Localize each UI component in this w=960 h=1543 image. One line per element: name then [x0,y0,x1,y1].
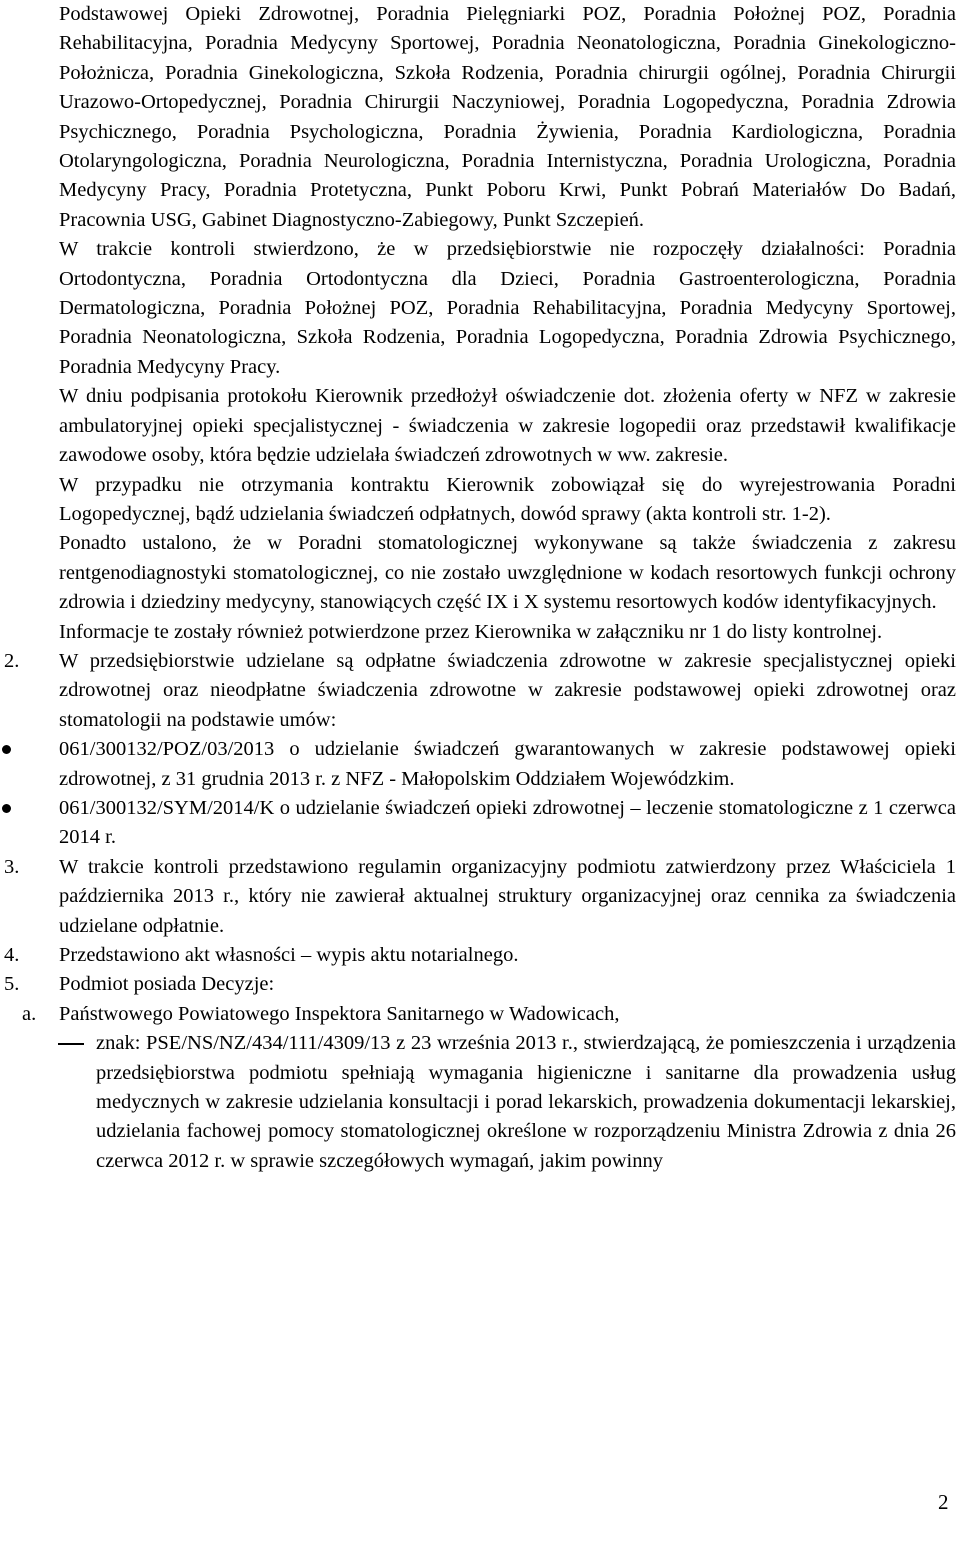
bullet-item-text: 061/300132/SYM/2014/K o udzielanie świadczeń opieki zdrowotnej – leczenie stomatologiczne z 1 czerwca 2014 r. [59,796,956,849]
paragraph-deregistration: W przypadku nie otrzymania kontraktu Kierownik zobowiązał się do wyrejestrowania Poradni Logopedycznej, bądź udzielania świadczeń odpłatnych, dowód sprawy (akta kontroli str. 1-2). [59,473,956,525]
dash-item-sanitary-decision [59,1029,956,1176]
bullet-item-dental-contract [59,794,956,853]
list-number: 2. [4,649,20,672]
list-number: 4. [4,944,20,966]
dash-icon [58,1043,84,1045]
bullet-icon [2,745,11,754]
bullet-item-poz-contract [59,735,956,794]
paragraph-radiology: Ponadto ustalono, że w Poradni stomatologicznej wykonywane są także świadczenia z zakresu rentgenodiagnostyki stomatologicznej, co nie zostało uwzględnione w kodach resortowych funkcji ochrony zdrowia i dziedziny medycyny, stanowiących część IX i X systemu resortowych kodów identyfikacyjnych. [59,532,956,614]
list-item-text: W przedsiębiorstwie udzielane są odpłatne świadczenia zdrowotne w zakresie specjalistycznej opieki zdrowotnej oraz nieodpłatne świadczenia zdrowotne w zakresie podstawowej opieki zdrowotnej oraz stomatologii na podstawie umów: [59,649,956,731]
list-item-3 [4,853,956,941]
list-item-text: Państwowego Powiatowego Inspektora Sanitarnego w Wadowicach, [59,1002,620,1025]
list-item-5 [4,970,956,999]
list-letter: a. [22,1002,37,1025]
list-item-a [22,1000,956,1029]
paragraph-confirmation: Informacje te zostały również potwierdzone przez Kierownika w załączniku nr 1 do listy kontrolnej. [59,620,883,643]
list-item-2 [4,647,956,735]
list-item-text: Przedstawiono akt własności – wypis aktu notarialnego. [59,944,519,966]
list-item-text: W trakcie kontroli przedstawiono regulamin organizacyjny podmiotu zatwierdzony przez Właściciela 1 października 2013 r., który nie zawierał aktualnej struktury organizacyjnej oraz cennika za świadczenia udzielane odpłatnie. [59,855,956,937]
list-number: 5. [4,973,20,996]
list-item-text: Podmiot posiada Decyzje: [59,973,275,996]
paragraph-inactive-clinics: W trakcie kontroli stwierdzono, że w przedsiębiorstwie nie rozpoczęły działalności: Poradnia Ortodontyczna, Poradnia Ortodontyczna dla Dzieci, Poradnia Gastroenterologiczna, Poradnia Dermatologiczna, Poradnia Położnej POZ, Poradnia Rehabilitacyjna, Poradnia Medycyny Sportowej, Poradnia Neonatologiczna, Szkoła Rodzenia, Poradnia Logopedyczna, Poradnia Zdrowia Psychicznego, Poradnia Medycyny Pracy. [59,238,956,378]
list-item-4 [4,941,956,970]
bullet-icon [2,804,11,813]
list-number: 3. [4,855,20,878]
paragraph-clinic-list: Podstawowej Opieki Zdrowotnej, Poradnia Pielęgniarki POZ, Poradnia Położnej POZ, Poradnia Rehabilitacyjna, Poradnia Medycyny Sportowej, Poradnia Neonatologiczna, Poradnia Ginekologiczno-Położnicza, Poradnia Ginekologiczna, Szkoła Rodzenia, Poradnia chirurgii ogólnej, Poradnia Chirurgii Urazowo-Ortopedycznej, Poradnia Chirurgii Naczyniowej, Poradnia Logopedyczna, Poradnia Zdrowia Psychicznego, Poradnia Psychologiczna, Poradnia Żywienia, Poradnia Kardiologiczna, Poradnia Otolaryngologiczna, Poradnia Neurologiczna, Poradnia Internistyczna, Poradnia Urologiczna, Poradnia Medycyny Pracy, Poradnia Protetyczna, Punkt Poboru Krwi, Punkt Pobrań Materiałów Do Badań, Pracownia USG, Gabinet Diagnostyczno-Zabiegowy, Punkt Szczepień. [59,3,956,231]
dash-item-text: znak: PSE/NS/NZ/434/111/4309/13 z 23 września 2013 r., stwierdzającą, że pomieszczenia i urządzenia przedsiębiorstwa podmiotu spełniają wymagania higieniczne i sanitarne dla prowadzenia usług medycznych w zakresie udzielania konsultacji i porad lekarskich, prowadzenia dokumentacji lekarskiej, udzielania fachowej pomocy stomatologicznej określone w rozporządzeniu Ministra Zdrowia z dnia 26 czerwca 2012 r. w sprawie szczegółowych wymagań, jakim powinny [96,1032,956,1172]
page-number: 2 [938,1490,949,1514]
paragraph-declaration: W dniu podpisania protokołu Kierownik przedłożył oświadczenie dot. złożenia oferty w NFZ w zakresie ambulatoryjnej opieki specjalistycznej - świadczenia w zakresie logopedii oraz przedstawił kwalifikacje zawodowe osoby, która będzie udzielała świadczeń zdrowotnych w ww. zakresie. [59,385,956,467]
text-column [4,0,956,1176]
bullet-item-text: 061/300132/POZ/03/2013 o udzielanie świadczeń gwarantowanych w zakresie podstawowej opieki zdrowotnej, z 31 grudnia 2013 r. z NFZ - Małopolskim Oddziałem Wojewódzkim. [59,738,956,790]
